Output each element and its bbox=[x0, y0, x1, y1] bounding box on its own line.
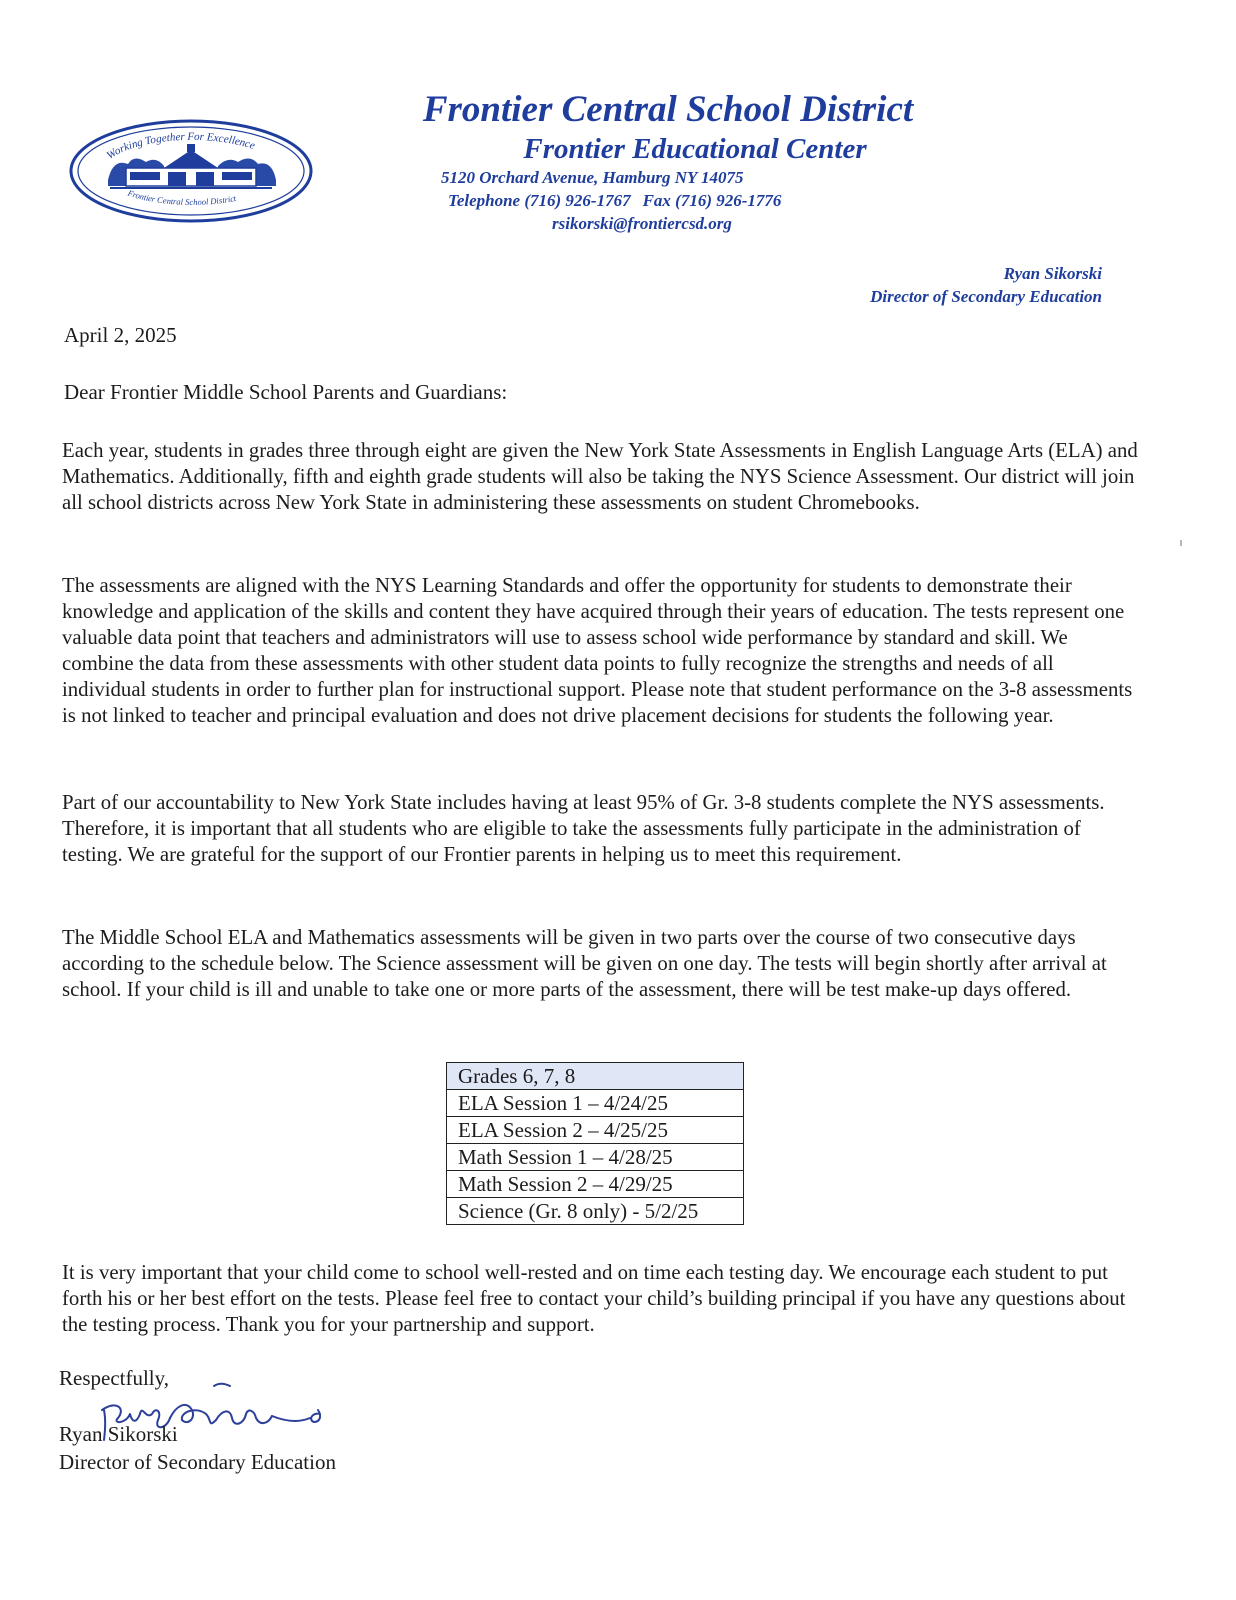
telephone-number: Telephone (716) 926-1767 bbox=[448, 191, 631, 210]
table-row bbox=[447, 1144, 744, 1171]
center-name: Frontier Educational Center bbox=[523, 133, 867, 165]
district-logo bbox=[68, 118, 314, 224]
table-row bbox=[447, 1117, 744, 1144]
letter-date: April 2, 2025 bbox=[64, 323, 177, 347]
table-cell: ELA Session 2 – 4/25/25 bbox=[447, 1117, 744, 1144]
testing-schedule-table bbox=[446, 1062, 744, 1225]
table-cell: Math Session 2 – 4/29/25 bbox=[447, 1171, 744, 1198]
table-cell: Science (Gr. 8 only) - 5/2/25 bbox=[447, 1198, 744, 1225]
paragraph-4: The Middle School ELA and Mathematics assessments will be given in two parts over the course of two consecutive days according to the schedule below. The Science assessment will be given on one day. The tests will begin shortly after arrival at school. If your child is ill and unable to take one or more parts of the assessment, there will be test make-up days offered. bbox=[62, 926, 1107, 1001]
signer-title: Director of Secondary Education bbox=[59, 1450, 336, 1474]
paragraph-3: Part of our accountability to New York State includes having at least 95% of Gr. 3-8 students complete the NYS assessments. Therefore, it is important that all students who are eligible to take the assessments fully participate in the administration of testing. We are grateful for the support of our Frontier parents in helping us to meet this requirement. bbox=[62, 791, 1105, 866]
paragraph-5: It is very important that your child come to school well-rested and on time each testing day. We encourage each student to put forth his or her best effort on the tests. Please feel free to contact your child’s building principal if you have any questions about the testing process. Thank you for your partnership and support. bbox=[62, 1261, 1126, 1336]
table-cell: Math Session 1 – 4/28/25 bbox=[447, 1144, 744, 1171]
contact-phone-fax bbox=[370, 191, 930, 211]
district-name: Frontier Central School District bbox=[422, 89, 914, 130]
salutation: Dear Frontier Middle School Parents and Guardians: bbox=[64, 380, 508, 404]
svg-text:Working Together For Excellenc: Working Together For Excellence bbox=[104, 130, 257, 162]
director-title: Director of Secondary Education bbox=[870, 287, 1102, 306]
signer-name: Ryan Sikorski bbox=[59, 1422, 178, 1446]
table-row bbox=[447, 1090, 744, 1117]
table-header-row bbox=[447, 1063, 744, 1090]
scan-artifact bbox=[1180, 540, 1182, 546]
table-header-cell: Grades 6, 7, 8 bbox=[447, 1063, 744, 1090]
closing: Respectfully, bbox=[59, 1366, 170, 1390]
table-cell: ELA Session 1 – 4/24/25 bbox=[447, 1090, 744, 1117]
director-name: Ryan Sikorski bbox=[1003, 264, 1102, 283]
table-row bbox=[447, 1171, 744, 1198]
director-block bbox=[870, 262, 1102, 308]
fax-number: Fax (716) 926-1776 bbox=[642, 191, 782, 210]
paragraph-1: Each year, students in grades three through eight are given the New York State Assessments in English Language Arts (ELA) and Mathematics. Additionally, fifth and eighth grade students will also be taking the NYS Science Assessment. Our district will join all school districts across New York State in administering these assessments on student Chromebooks. bbox=[62, 439, 1138, 514]
table-row bbox=[447, 1198, 744, 1225]
contact-email: rsikorski@frontiercsd.org bbox=[552, 214, 732, 233]
district-address: 5120 Orchard Avenue, Hamburg NY 14075 bbox=[441, 168, 744, 187]
paragraph-2: The assessments are aligned with the NYS Learning Standards and offer the opportunity for students to demonstrate their knowledge and application of the skills and content they have acquired through their years of education. The tests represent one valuable data point that teachers and administrators will use to assess school wide performance by standard and skill. We combine the data from these assessments with other student data points to fully recognize the strengths and needs of all individual students in order to further plan for instructional support. Please note that student performance on the 3-8 assessments is not linked to teacher and principal evaluation and does not drive placement decisions for students the following year. bbox=[62, 574, 1133, 727]
svg-text:Frontier Central School Distri: Frontier Central School District bbox=[126, 187, 237, 207]
